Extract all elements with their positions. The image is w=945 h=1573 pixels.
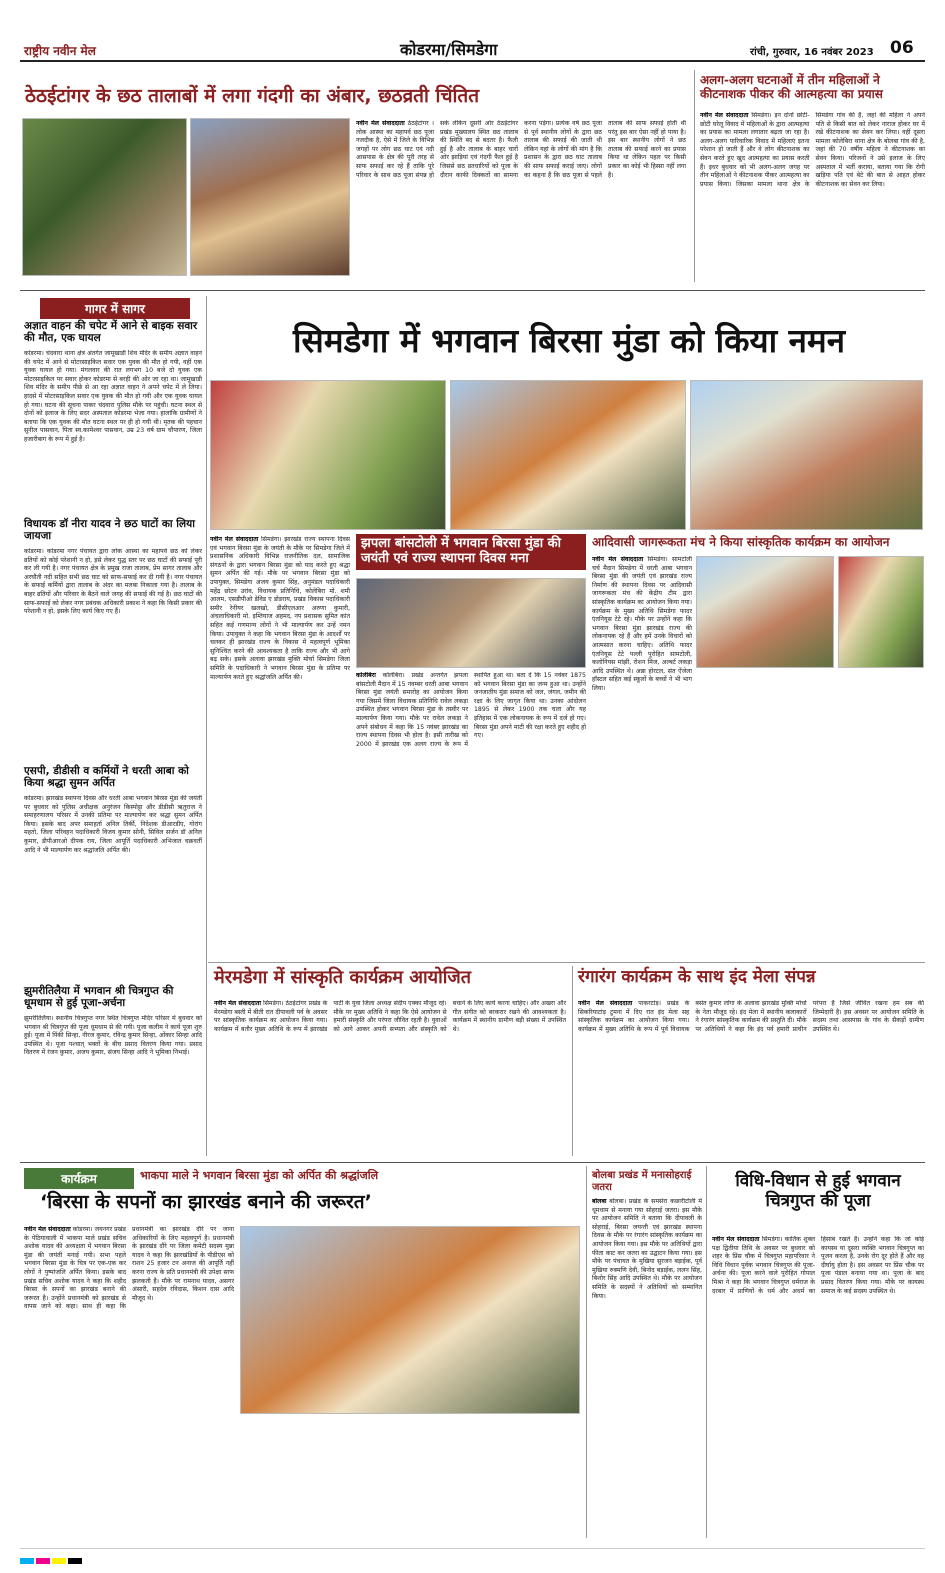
page-number: 06 [890, 38, 914, 58]
story8-text: कोडरमा। जयनगर प्रखंड के पेठियावाली में भाकपा माले प्रखंड सचिव अशोक यादव की अध्यक्षता में भगवान बिरसा मुंडा की जयंती मनाई गयी। सभा पहले भगवान बिरसा मुंडा के चित्र पर एक-एक कर लोगों ने पुष्पांजलि अर्पित किया। इसके बाद प्रखंड सचिव अशोक यादव ने कहा कि शहीद बिरसा के सपनों का झारखंड बनाने की जरूरत है। उन्होंने प्रधानमंत्री को झारखंड से वापस जाने को कहा। साथ ही कहा कि प्रधानमंत्री का झारखंड दौरे पर जाना अधिकारियों के लिए महत्वपूर्ण है। प्रधानमंत्री के झारखंड दौरे पर जिला कमेटी सदस्य मुन्ना यादव ने कहा कि झारखंडियों के पीडीएस को राशन 25 हजार टन अनाज की आपूर्ति नहीं करना राज्य के प्रति प्रधानमंत्री की उपेक्षा साफ झलकती है। मौके पर रामनाथ यादव, असगर अंसारी, सहदेव रविदास, किशन दास आदि मौजूद थे। [24, 1226, 234, 1311]
story9-body [592, 1198, 702, 1532]
story4-body [356, 672, 586, 958]
section-title: कोडरमा/सिमडेगा [400, 40, 498, 59]
sidebar-item-2-headline: विधायक डॉ नीरा यादव ने छठ घाटों का लिया जायजा [24, 518, 195, 543]
story9-byline: बोलबा [592, 1198, 607, 1205]
sidebar-item-4-headline: झुमरीतिलैया में भगवान श्री चित्रगुप्त की धूमधाम से हुई पूजा-अर्चना [24, 985, 174, 1010]
story9-text: बोलबा। प्रखंड के समसेरा कछारीटोली में धूमधाम से मनाया गया सोहराई जतरा। इस मौके पर आयोजन समिति ने बताया कि दीपावली के सोहराई, बिरसा जयन्ती एवं झारखंड स्थापना दिवस के मौके पर रंगारंग सांस्कृतिक कार्यक्रम का आयोजन किया गया। इस मौके पर अतिथियों द्वारा फीता काट कर जतरा का उद्घाटन किया गया। इस मौके पर पंचायत के मुखिया सुरजन बड़ाईक, पूर्व मुखिया रुक्मणि देवी, बिनोद बड़ाईक, ललन सिंह, बिशोर सिंह आदि उपस्थित थे। मौके पर आयोजन समिति के सदस्यों ने अतिथियों को सम्मानित किया। [592, 1198, 702, 1300]
story8-kicker: भाकपा माले ने भगवान बिरसा मुंडा को अर्पित की श्रद्धांजलि [140, 1169, 379, 1182]
story6-byline: नवीन मेल संवाददाता [214, 1000, 261, 1007]
story1-headline: ठेठईटांगर के छठ तालाबों में लगा गंदगी का अंबार, छठव्रती चिंतित [25, 85, 480, 107]
story7-body [578, 1000, 924, 1156]
story3-photo-2 [450, 380, 686, 530]
story3-headline: सिमडेगा में भगवान बिरसा मुंडा को किया नमन [292, 321, 846, 360]
story8-photo [240, 1226, 580, 1414]
sidebar-item-4-body: झुमरीतिलैया। स्थानीय चित्रगुप्त नगर स्थित चित्रगुप्त मंदिर परिसर में बुधवार को भगवान श्री चित्रगुप्त की पूजा धूमधाम से की गयी। पूजा कलीम ने कार्य पूजा शुरु हुई। पूजा में पिंकी सिन्हा, नीरज कुमार, रविन्द्र कुमार सिन्हा, ओंकार सिन्हा आदि उपस्थित थे। पूजा पश्चात् भक्तों के बीच प्रसाद वितरण किया गया। प्रसाद वितरण में रंजन कुमार, अजय कुमार, संजय सिन्हा आदि ने भूमिका निभाई। [24, 1015, 202, 1057]
story8-byline: नवीन मेल संवाददाता [24, 1226, 71, 1233]
story10-byline: नवीन मेल संवाददाता [712, 1236, 760, 1243]
story1-text: ठेठईटांगर । लोक आस्था का महापर्व छठ पूजा नजदीक है, ऐसे में जिले के विभिन्न जगहों पर लोग छठ घाट एवं नदी आसपास के क्षेत्र की पूरी तरह से साफ सफाई कर रहे हैं ताकि पूरे परिवार के साथ छठ पूजा संपन्न हो सके लेकिन दूसरी ओर ठेठईटांगर प्रखंड मुख्यालय स्थित छठ तालाब की स्थिति बद से बदतर है। फैली हुई है और तालाब के बाहर चारों ओर झाड़ियां एवं गंदगी फैल हुई है जिससे छठ व्रतधारियों को पूजा के दौरान काफी दिक्कतों का सामना करना पड़ेगा। प्रत्येक वर्ष छठ पूजा से पूर्व स्थानीय लोगों के द्वारा छठ तालाब की सफाई की जाती थी लेकिन यहां के लोगों की मांग है कि प्रशासन के द्वारा छठ घाट तालाब की साफ सफाई कराई जाए। लोगों का कहना है कि छठ पूजा से पहले तालाब की साफ सफाई होती थी परंतु इस बार ऐसा नहीं हो पाया है। इस बार स्थानीय लोगों ने छठ तालाब की सफाई करने का प्रयास किया था लेकिन पहल पर किसी प्रकार का कोई भी हिस्सा नहीं लगा है। [356, 120, 686, 179]
dateline: रांची, गुरुवार, 16 नवंबर 2023 [750, 47, 874, 58]
story8-headline: ‘बिरसा के सपनों का झारखंड बनाने की जरूरत’ [40, 1191, 372, 1213]
story5-body [592, 556, 692, 956]
story2-headline: अलग-अलग घटनाओं में तीन महिलाओं ने कीटनाशक पीकर की आत्महत्या का प्रयास [700, 73, 883, 101]
masthead [20, 36, 925, 62]
story5-text: सिमडेगा। सामटोली चर्च मैदान सिमडेगा में धरती आबा भगवान बिरसा मुंडा की जयंती एवं झारखंड राज्य निर्माण की स्थापना दिवस पर आदिवासी जागरूकता मंच की केंद्रीय टीम द्वारा सांस्कृतिक कार्यक्रम का आयोजन किया गया। कार्यक्रम के मुख्य अतिथि सिमडेगा फादर एंतनियूस टेटे रहे। मौके पर उन्होंने कहा कि भगवान बिरसा मुंडा झारखंड राज्य की लोकनायक रहे हैं और हमें उनके विचारों को आत्मसात करना चाहिए। अतिथि फादर एंतनियूस टेटे पल्ली पुरोहित सामटोली, कलोनियस मांझी, रोशन मिंज, अल्बर्ट लकड़ा आदि उपस्थित थे। अन्ना होरटल, संत ऐंजेला हॉस्टल सहित कई स्कूलों के बच्चों ने भी भाग लिया। [592, 556, 692, 692]
sidebar-item-1-body: कोडरमा। चंदवारा थाना क्षेत्र अंतर्गत जामूखाडी शिव मंदिर के समीप अज्ञात वाहन की चपेट में आने से मोटरसाइकिल सवार एक युवक की मौत हो गयी, वहीं एक युवक घायल हो गया। मंगलवार की रात लगभग 10 बजे दो युवक एक मोटरसाइकिल पर सवार होकर कोडरमा से बरही की ओर जा रहा था। जामूखाडी शिव मंदिर के समीप पीछे से आ रहा अज्ञात वाहन ने अपने चपेट में ले लिया। हादसे में मोटरसाइकिल सवार एक युवक की मौत हो गयी और एक युवक घायल हो गया। घटना की सूचना पाकर चंदवारा पुलिस मौके पर पहुंची। घटना स्थल से दोनों को इलाज के लिए सदर अस्पताल कोडरमा भेजा गया। हालांकि ग्रामीणों ने बताया कि एक युवक की मौत घटना स्थल पर ही हो गयी थी। मृतक की पहचान सुनील पासवान, पिता स्व.कामेश्वर पासवान, उम्र 23 वर्ष ग्राम चौपारण, जिला हजारीबाग के रूप में हुई है। [24, 350, 202, 443]
story8-body [24, 1226, 234, 1532]
story3-photo-3 [690, 380, 923, 530]
story1-photo-right [190, 118, 350, 276]
sidebar-tag: गागर में सागर [40, 298, 190, 319]
story4-photo [356, 578, 586, 668]
story10-body [712, 1236, 924, 1532]
story2-body [700, 112, 925, 282]
story7-headline: रंगारंग कार्यक्रम के साथ इंद मेला संपन्न [578, 967, 816, 987]
paper-name: राष्ट्रीय नवीन मेल [24, 44, 96, 58]
story3-text: सिमडेगा। झारखंड राज्य स्थापना दिवस एवं भगवान बिरसा मुंडा के जयंती के मौके पर सिमडेगा जिले में प्रशासनिक अधिकारी विभिन्न राजनीतिक दल, सामाजिक संगठनों के द्वारा भगवान बिरसा मुंडा को याद करते हुए श्रद्धा सुमन अर्पित की गई। मौके पर भगवान बिरसा मुंडा को उपायुक्त, सिमडेगा अजय कुमार सिंह, अनुमंडल पदाधिकारी महेंद्र छोटन उरांव, विधायक प्रतिनिधि, कोलेबिरा मो. शमी आलम, एसडीपीओ डेविड ए डोडराय, प्रखंड विकास पदाधिकारी समीर रेनीयर खलखो, डीसीएलआर अरुणा कुमारी, अंचलाधिकारी मो. इम्तियाज अहमद, नप प्रशासक सुमित कांत सहित कई गणमान्य लोगों ने भी माल्यार्पण कर उन्हें नमन किया। उपायुक्त ने कहा कि भगवान बिरसा मुंडा के आदर्शों पर चलकर ही झारखंड राज्य के विकास में महत्वपूर्ण भूमिका सुनिश्चित करने की आवश्यकता है ताकि राज्य और भी आगे बढ़ सके। इसके अलावा झारखंड मुक्ति मोर्चा सिमडेगा जिला समिति के पदाधिकारी ने भगवान बिरसा मुंडा के प्रतिमा पर माल्यार्पण करते हुए श्रद्धांजलि अर्पित की। [210, 536, 350, 681]
story7-text: पाकरटांड़। प्रखंड के सिकरियाटांड़ टुमना में दिए रात इंद मेला सह सांस्कृतिक कार्यक्रम का आयोजन किया गया। कार्यक्रम में मुख्य अतिथि के रूप में पूर्व विधायक बसंत कुमार लोंगा के अलावा झारखंड मुक्ति मोर्चा के नेता मौजूद रहे। इंद मेला में स्थानीय कलाकारों ने रंगारंग सांस्कृतिक कार्यक्रम की प्रस्तुति दी। मौके पर अतिथियों ने कहा कि इंद पर्व हमारी प्राचीन परंपरा है जिसे जीवित रखना हम सब की जिम्मेदारी है। इस अवसर पर आयोजन समिति के सदस्य तथा आसपास के गांव के सैकड़ों ग्रामीण उपस्थित थे। [578, 1000, 924, 1033]
story6-text: सिमडेगा। ठेठईटांगर प्रखंड के मेरमडेगा बस्ती में बीती रात दीपावली पर्व के अवसर पर सांस्कृतिक कार्यक्रम का आयोजन किया गया। कार्यक्रम में बतौर मुख्य अतिथि के रूप में झारखंड पार्टी के युवा जिला अध्यक्ष संदीप एक्का मौजूद रहे। मौके पर मुख्य अतिथि ने कहा कि ऐसे आयोजन से हमारी संस्कृति और परंपरा जीवित रहती है। युवाओं को आगे आकर अपनी सभ्यता और संस्कृति को बचाने के लिए कार्य करना चाहिए। और अखरा और गीत संगीत को बरकरार रखने की आवश्यकता है। कार्यक्रम में स्थानीय ग्रामीण बड़ी संख्या में उपस्थित थे। [214, 1000, 566, 1033]
story3-body [210, 536, 350, 956]
story5-photo-2 [838, 556, 924, 668]
story6-headline: मेरमडेगा में सांस्कृति कार्यक्रम आयोजित [214, 967, 472, 988]
story4-byline: कोलेबिरा [356, 672, 376, 679]
story1-body [356, 120, 686, 280]
story10-headline: विधि-विधान से हुई भगवान चित्रगुप्त की पूजा [735, 1171, 901, 1211]
sidebar-item-3-body: कोडरमा। झारखंड स्थापना दिवस और धरती आबा भगवान बिरसा मुंडा की जयंती पर बुधवार को पुलिस अधीक्षक अनुरंजन किस्पोट्टा और डीडीसी ऋतुराज ने समाहरणालय परिसर में उनकी प्रतिमा पर माल्यार्पण कर श्रद्धा सुमन अर्पित किया। इसके बाद अपर समाहर्ता अनिल तिर्की, निदेशक डीआरडीए, गोरांग महतो, जिला परिवहन पदाधिकारी विजय कुमार सोनी, सिविल सर्जन डॉ अनिल कुमार, डीपीआरओ दीपक राय, जिला आपूर्ति पदाधिकारी अभिजात चक्रवर्ती आदि ने भी माल्यार्पण कर श्रद्धांजलि अर्पित की। [24, 795, 202, 854]
story2-byline: नवीन मेल संवाददाता [700, 112, 749, 119]
sidebar-item-2-body: कोडरमा। कोडरमा नगर पंचायत द्वारा लोक आस्था का महापर्व छठ को लेकर व्रतियों को कोई परेशानी न हो, इसे लेकर युद्ध स्तर पर छठ घाटों की सफाई पूरी कर ली गयी है। नगर पंचायत क्षेत्र के प्रमुख राजा तालाब, प्रेम सागर तालाब और अरघौती नदी सहित सभी छठ घाट को साफ-सफाई कर दी गयी है। नगर पंचायत के सफाई कर्मियों द्वारा तालाब के अंदर का मलबा निकाला गया है। तालाब के बाहर व्रतियों और परिवार के बैठने वाले जगह की सफाई की गई है। छठ घाटों की साफ-सफाई को लेकर नगर प्रबंधक अधिकारी प्रकाश ने कहा कि किसी प्रकार की परेशानी न हो, इसके लिए कार्य किए गए हैं। [24, 548, 202, 616]
story5-photo-1 [696, 556, 834, 668]
story5-headline: आदिवासी जागरूकता मंच ने किया सांस्कृतिक कार्यक्रम का आयोजन [592, 535, 890, 549]
sidebar-item-1-headline: अज्ञात वाहन की चपेट में आने से बाइक सवार की मौत, एक घायल [24, 320, 198, 345]
story7-byline: नवीन मेल संवाददाता [578, 1000, 633, 1007]
story8-tag: कार्यक्रम [24, 1168, 134, 1189]
sidebar-item-3-headline: एसपी, डीडीसी व कर्मियों ने धरती आबा को किया श्रद्धा सुमन अर्पित [24, 765, 189, 790]
story9-headline: बोलबा प्रखंड में मनासोहराई जतरा [592, 1170, 692, 1193]
story6-body [214, 1000, 566, 1156]
story3-photo-1 [210, 380, 446, 530]
story1-photo-left [22, 118, 187, 276]
story2-text: सिमडेगा। इन दोनों छोटी-छोटी घरेलू विवाद में महिलाओं के द्वारा आत्महत्या का प्रयास का मामला लगातार बढ़ता जा रहा है। अलग-अलग पारिवारिक विवाद में महिलाएं इतना परेशान हो जाती हैं और वे लोग कीटनाशक का सेवन करते हुए खुद आत्महत्या का प्रयास करती हैं। इधर बुधवार को भी अलग-अलग जगह पर तीन महिलाओं ने कीटनाशक पीकर आत्महत्या का प्रयास किया। जिसका मामला थाना क्षेत्र के सिमडेगा गांव की है, जहां की महिला ने अपने पति से किसी बात को लेकर नाराज होकर घर में रखे कीटनाशक का सेवन कर लिया। वहीं दूसरा मामला कोलेबिरा थाना क्षेत्र के बोलबा गांव की है, जहां की 70 वर्षीय महिला ने कीटनाशक का सेवन किया। परिजनों ने उसे इलाज के लिए अस्पताल में भर्ती कराया, बताया गया कि रोगी खड़िया पति एवं बेटे की बात से आहत होकर कीटनाशक का सेवन कर लिया। [700, 112, 925, 188]
story4-text: कोलेबिरा। प्रखंड अन्तर्गत झपला बांसटोली मैदान में 15 नवम्बर धरती आबा भगवान बिरसा मुंडा जयंती समारोह का आयोजन किया गया जिसमें जिला विधायक प्रतिनिधि रावेल लकड़ा उपस्थित होकर भगवान बिरसा मुंडा के तस्वीर पर माल्यार्पण किया गया। मौके पर रावेल लकड़ा ने अपने संबोधन में कहा कि 15 नवंबर झारखंड का राज्य स्थापना दिवस भी होता है। इसी तारीख को 2000 में झारखंड एक अलग राज्य के रूप में स्थापित हुआ था। बता दें कि 15 नवंबर 1875 को भगवान बिरसा मुंडा का जन्म हुआ था। उन्होंने जनजातीय मुंडा समाज को जल, जंगल, जमीन की रक्षा के लिए जागृत किया था। उनका आंदोलन 1895 से लेकर 1900 तक चला और यह इतिहास में एक लोकनायक के रूप में दर्ज हो गए। बिरसा मुंडा अपने माटी की रक्षा करते हुए शहीद हो गए। [356, 672, 586, 748]
story1-byline: नवीन मेल संवाददाता [356, 120, 405, 127]
story4-headline: झपला बांसटोली में भगवान बिरसा मुंडा की जयंती एवं राज्य स्थापना दिवस मना [356, 534, 586, 570]
story3-byline: नवीन मेल संवाददाता [210, 536, 259, 543]
color-registration-bar [20, 1548, 925, 1558]
story5-byline: नवीन मेल संवाददाता [592, 556, 644, 563]
story10-text: सिमडेगा। कार्तिक शुक्ल पक्ष द्वितीया तिथि के अवसर पर बुधवार को शहर के प्रिंस चौक में चित्रगुप्त महापरिवार ने विधि विधान पूर्वक भगवान चित्रगुप्त की पूजा-अर्चना की। पूजा करने वाले पुरोहित गोपाल मिश्रा ने कहा कि भगवान चित्रगुप्त धर्मराज के दरबार में प्राणियों के धर्म और अधर्म का हिसाब रखते हैं। उन्होंने कहा कि जो कोई कायस्थ या दूसरा व्यक्ति भगवान चित्रगुप्त का पूजन करता है, उनके रोग दूर होते हैं और वह दीर्घायु होता है। इस अवसर पर प्रिंस चौक पर पूजा पंडाल बनाया गया था। पूजा के बाद प्रसाद वितरण किया गया। मौके पर कायस्थ समाज के कई सदस्य उपस्थित थे। [712, 1236, 924, 1295]
